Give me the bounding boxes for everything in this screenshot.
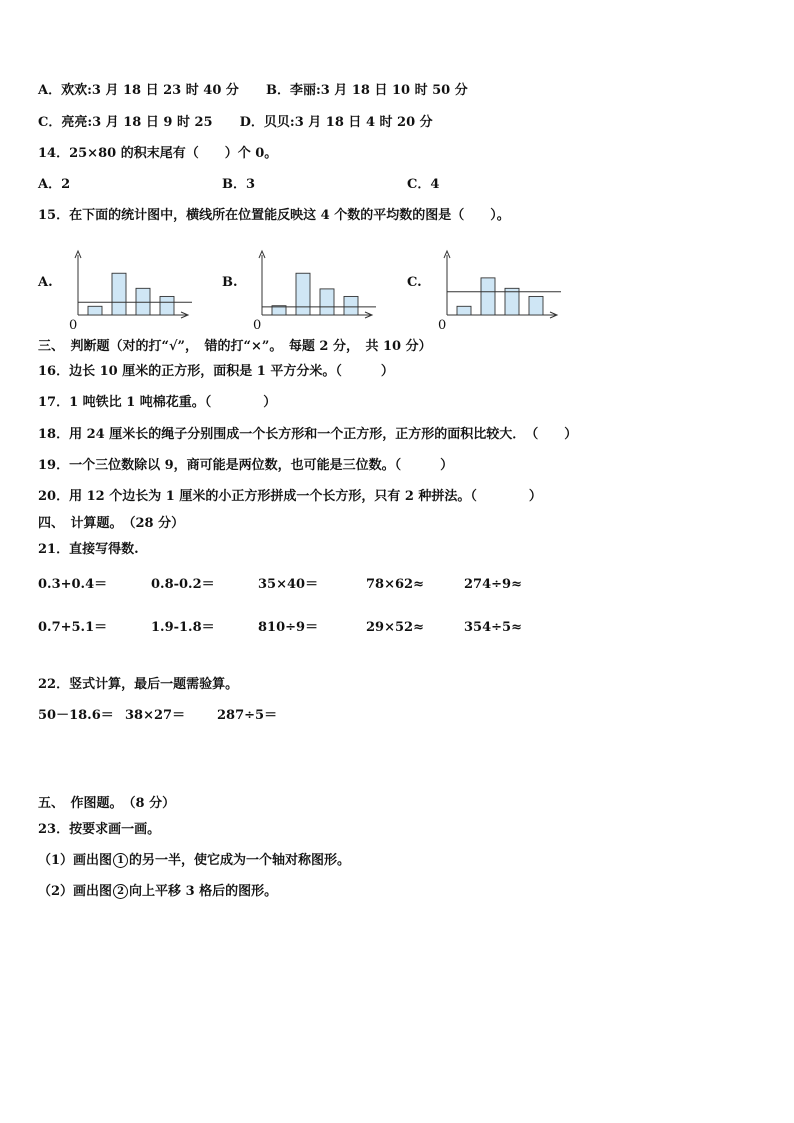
chart-label-b: B. (222, 275, 238, 290)
q20: 20．用 12 个边长为 1 厘米的小正方形拼成一个长方形，只有 2 种拼法。（ ） (38, 489, 542, 504)
chart-bar (320, 289, 334, 315)
section-3-title: 三、 判断题（对的打“√”， 错的打“×”。 每题 2 分， 共 10 分） (38, 339, 432, 354)
q21-item: 1.9-1.8＝ (151, 620, 215, 635)
q23-part-2-suffix: 向上平移 3 格后的图形。 (129, 884, 278, 899)
chart-bar (296, 273, 310, 315)
q19: 19．一个三位数除以 9，商可能是两位数，也可能是三位数。（ ） (38, 458, 454, 473)
q14-option-b: B．3 (222, 177, 256, 192)
q14-option-a: A．2 (38, 177, 71, 192)
chart-label-c: C. (407, 275, 422, 290)
q21-item: 274÷9≈ (464, 577, 522, 592)
q21-item: 810÷9＝ (258, 620, 319, 635)
chart-bar (160, 296, 174, 315)
q13-option-d: D．贝贝:3 月 18 日 4 时 20 分 (239, 115, 433, 130)
circled-number-1: 1 (113, 853, 128, 868)
q13-option-a: A．欢欢:3 月 18 日 23 时 40 分 (38, 83, 239, 98)
q23-part-1-prefix: （1）画出图 (38, 853, 113, 868)
q23-part-1 (38, 852, 350, 870)
q23-part-2-prefix: （2）画出图 (38, 884, 113, 899)
section-5-title: 五、 作图题。 （8 分） (38, 796, 176, 811)
q13-option-b: B．李丽:3 月 18 日 10 时 50 分 (265, 83, 468, 98)
axis-origin-label: 0 (438, 318, 447, 331)
q13-options-row-2 (38, 114, 433, 132)
q22-stem: 22．竖式计算，最后一题需验算。 (38, 677, 239, 692)
circled-number-2: 2 (113, 884, 128, 899)
q15-stem: 15．在下面的统计图中，横线所在位置能反映这 4 个数的平均数的图是（ ）。 (38, 208, 510, 223)
chart-bar (136, 288, 150, 315)
q21-item: 0.7+5.1＝ (38, 620, 108, 635)
axis-origin-label: 0 (69, 318, 78, 331)
chart-bar (344, 296, 358, 315)
axis-origin-label: 0 (253, 318, 262, 331)
q21-item: 29×52≈ (366, 620, 424, 635)
chart-label-a: A. (38, 275, 53, 290)
q14-option-c: C．4 (407, 177, 440, 192)
q17: 17．1 吨铁比 1 吨棉花重。（ ） (38, 395, 277, 410)
q13-option-c: C．亮亮:3 月 18 日 9 时 25 (38, 115, 213, 130)
section-4-title: 四、 计算题。 （28 分） (38, 516, 185, 531)
q22-item: 50－18.6＝ (38, 708, 114, 723)
chart-bar (481, 278, 495, 315)
chart-bar (112, 273, 126, 315)
chart-c (433, 247, 565, 331)
q21-item: 0.3+0.4＝ (38, 577, 108, 592)
chart-b (248, 247, 380, 331)
q18: 18．用 24 厘米长的绳子分别围成一个长方形和一个正方形，正方形的面积比较大． （ ） (38, 427, 578, 442)
q22-item: 287÷5＝ (217, 708, 278, 723)
chart-bar (505, 288, 519, 315)
q23-stem: 23．按要求画一画。 (38, 822, 161, 837)
q13-options-row-1 (38, 82, 468, 100)
q21-item: 78×62≈ (366, 577, 424, 592)
q23-part-1-suffix: 的另一半，使它成为一个轴对称图形。 (129, 853, 351, 868)
q22-item: 38×27＝ (125, 708, 186, 723)
q23-part-2 (38, 883, 277, 901)
chart-bar (529, 296, 543, 315)
q14-stem: 14．25×80 的积末尾有（ ）个 0。 (38, 146, 278, 161)
q21-item: 35×40＝ (258, 577, 319, 592)
q21-item: 0.8-0.2＝ (151, 577, 215, 592)
chart-bar (457, 306, 471, 315)
chart-bar (88, 306, 102, 315)
chart-a (64, 247, 196, 331)
q16: 16．边长 10 厘米的正方形，面积是 1 平方分米。（ ） (38, 364, 394, 379)
q21-stem: 21．直接写得数. (38, 542, 139, 557)
q21-item: 354÷5≈ (464, 620, 522, 635)
